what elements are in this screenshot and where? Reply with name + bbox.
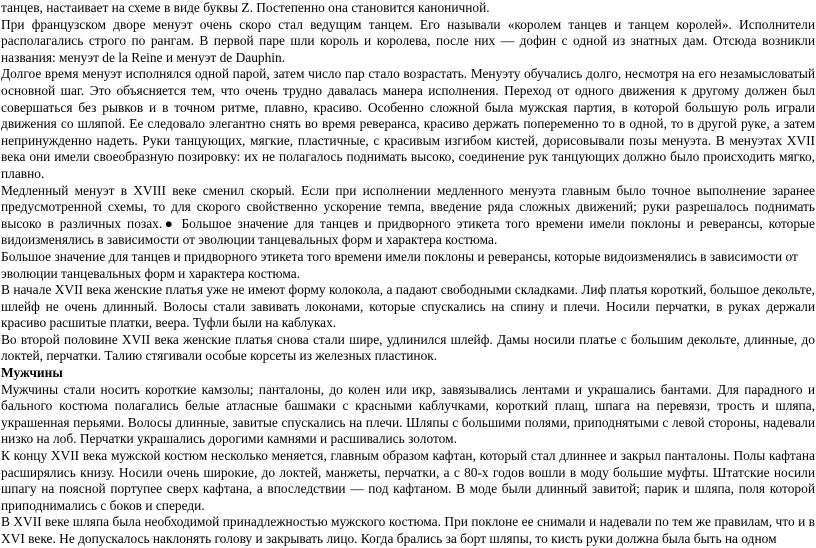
paragraph-women-early-17c: В начале XVII века женские платья уже не имеют форму колокола, а падают свободными складками. Лиф платья короткий, большое декольте, шлейф не очень длинный. Волосы стали завивать локонами, которые спускались на спину и плечи. Носили перчатки, в руках держали красиво расшитые платки, веера. Туфли были на каблуках. (1, 282, 815, 331)
paragraph-intro-continuation: танцев, настаивает на схеме в виде буквы Z. Постепенно она становится каноничной. (1, 0, 490, 15)
paragraph-fast-minuet (1, 183, 815, 249)
paragraph-hat-etiquette: В XVII веке шляпа была необходимой принадлежностью мужского костюма. При поклоне ее снимали и надевали по тем же правилам, что и в XVI веке. Не допускалось наклонять голову и закрывать лицо. Когда брались за борт шляпы, то кисть руки должна была быть на одном (1, 514, 815, 546)
paragraph-french-court: При французском дворе менуэт очень скоро стал ведущим танцем. Его называли «королем танцев и танцем королей». Исполнители располагались строго по рангам. В первой паре шли король и королева, после них — дофин с одной из знатных дам. Отсюда возникли названия: менуэт de la Reine и менуэт de Dauphin. (1, 16, 815, 65)
paragraph-fast-minuet-text: Медленный менуэт в XVIII веке сменил скорый. Если при исполнении медленного менуэта главным было точное выполнение заранее предусмотренной схемы, то для скорого свойственно ускорение темпа, введение ряда сложных движений; руки разрешалось поднимать высоко в различных позах. (1, 182, 815, 231)
paragraph-men-costume: Мужчины стали носить короткие камзолы; панталоны, до колен или икр, завязывались лентами и украшались бантами. Для парадного и бального костюма полагались белые атласные башмаки с красными каблучками, короткий плащ, шпага на перевязи, трость и шляпа, украшенная перьями. Волосы длинные, завитые спускались на плечи. Шляпы с большими полями, приподнятыми с левой стороны, надевали низко на лоб. Перчатки украшались дорогими камнями и расшивались золотом. (1, 381, 815, 447)
paragraph-women-late-17c: Во второй половине XVII века женские платья снова стали шире, удлинился шлейф. Дамы носили платье с большим декольте, длинные, до локтей, перчатки. Талию стягивали особые корсеты из железных пластинок. (1, 331, 815, 364)
paragraph-bows-curtsies: Большое значение для танцев и придворного этикета того времени имели поклоны и реверансы, которые видоизменялись в зависимости от эволюции танцевальных форм и характера костюма. (1, 248, 798, 281)
bullet-icon: ● (162, 215, 176, 231)
paragraph-fast-minuet-tail: Большое значение для танцев и придворного этикета того времени имели поклоны и реверансы, которые видоизменялись в зависимости от эволюции танцевальных форм и характера костюма. (1, 215, 815, 248)
paragraph-men-late-17c: К концу XVII века мужской костюм несколько меняется, главным образом кафтан, который стал длиннее и закрыл панталоны. Полы кафтана расширялись книзу. Носили очень широкие, до локтей, манжеты, перчатки, а с 80-х годов вошли в моду большие муфты. Штатские носили шпагу на поясной портупее сверх кафтана, а впоследствии — под кафтаном. В моде были длинный завитой; парик и шляпа, поля которой приподнимались с боков и спереди. (1, 448, 815, 513)
section-heading-men: Мужчины (1, 365, 63, 381)
paragraph-minuet-pairs: Долгое время менуэт исполнялся одной парой, затем число пар стало возрастать. Менуэту обучались долго, несмотря на его незамысловатый основной шаг. Это объясняется тем, что очень трудно давалась манера исполнения. Переход от одного движения к другому должен был совершаться без рывков и в точном ритме, плавно, красиво. Особенно сложной была мужская партия, в которой большую роль играли движения со шляпой. Ее следовало элегантно снять во время реверанса, красиво держать попеременно то в одной, то в другой руке, а затем непринужденно надеть. Руки танцующих, мягкие, пластичные, с красивым изгибом кистей, дорисовывали позы менуэта. В менуэтах XVII века они имели своеобразную позировку: их не полагалось поднимать высоко, соединение рук танцующих должно было происходить мягко, плавно. (1, 66, 815, 181)
